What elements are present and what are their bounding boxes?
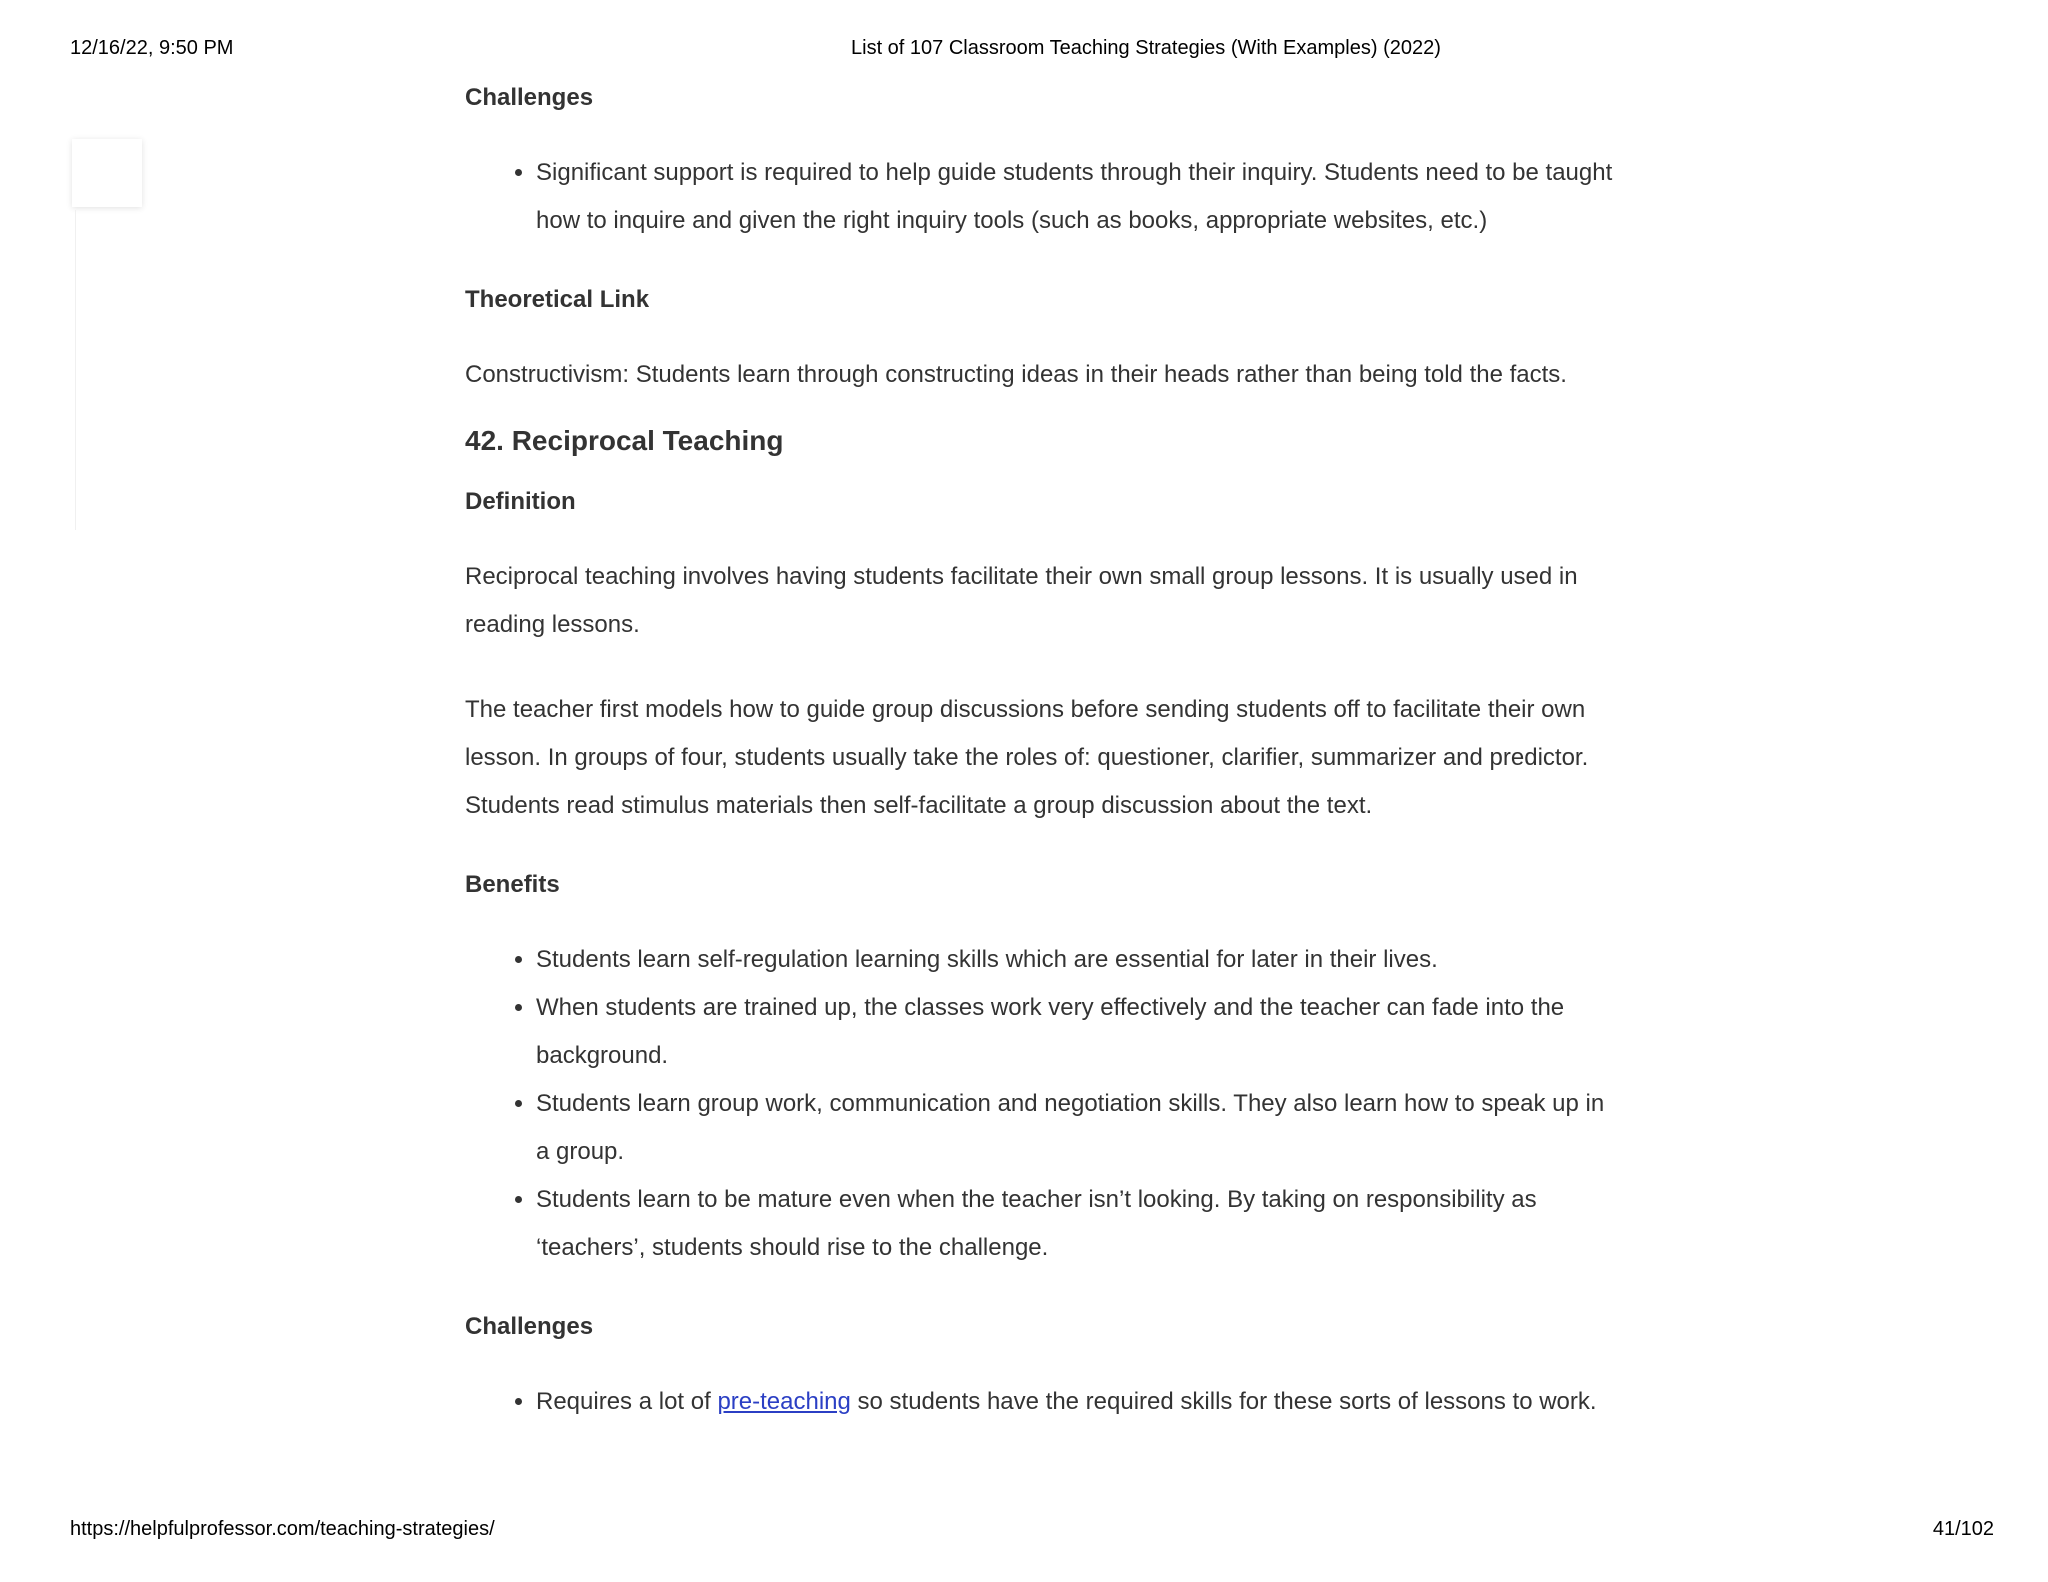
definition-paragraph-1: Reciprocal teaching involves having students facilitate their own small group lessons. It is usually used in reading lessons. (465, 563, 1578, 638)
list-item: • Students learn group work, communication and negotiation skills. They also learn how to speak up in a group. (536, 1080, 1615, 1176)
print-page-number: 41/102 (1932, 1518, 1994, 1540)
list-item: • When students are trained up, the classes work very effectively and the teacher can fade into the background. (536, 984, 1615, 1080)
challenges-heading: Challenges (465, 1313, 594, 1340)
benefits-list (465, 936, 1615, 1272)
challenges-list (465, 1378, 1615, 1426)
challenges-heading: Challenges (465, 84, 594, 111)
list-item: • Significant support is required to help guide students through their inquiry. Students need to be taught how to inquire and given the right inquiry tools (such as books, appropriate websites, etc.) (536, 149, 1615, 245)
theoretical-link-heading: Theoretical Link (465, 286, 650, 313)
sidebar-divider (75, 210, 76, 530)
print-datetime: 12/16/22, 9:50 PM (70, 37, 234, 59)
section-title: 42. Reciprocal Teaching (465, 425, 784, 456)
theoretical-link-text: Constructivism: Students learn through constructing ideas in their heads rather than being told the facts. (465, 361, 1567, 388)
challenges-list (465, 149, 1615, 245)
article-content (465, 80, 1615, 1426)
print-footer (0, 1518, 2048, 1544)
challenge-text-before: Requires a lot of (536, 1388, 718, 1415)
list-item: • Students learn self-regulation learning skills which are essential for later in their lives. (536, 936, 1615, 984)
list-item: • Students learn to be mature even when the teacher isn’t looking. By taking on responsibility as ‘teachers’, students should rise to the challenge. (536, 1176, 1615, 1272)
definition-heading: Definition (465, 488, 576, 515)
share-widget[interactable] (72, 139, 142, 207)
print-url: https://helpfulprofessor.com/teaching-strategies/ (70, 1518, 495, 1540)
list-item (536, 1378, 1615, 1426)
benefits-heading: Benefits (465, 871, 560, 898)
print-page-title: List of 107 Classroom Teaching Strategies (With Examples) (2022) (851, 37, 1441, 59)
definition-paragraph-2: The teacher first models how to guide group discussions before sending students off to facilitate their own lesson. In groups of four, students usually take the roles of: questioner, clarifier, summarizer and predictor. Students read stimulus materials then self-facilitate a group discussion about the text. (465, 696, 1589, 819)
pre-teaching-link[interactable]: pre-teaching (717, 1388, 851, 1415)
print-header (0, 37, 2048, 63)
challenge-text-after: so students have the required skills for these sorts of lessons to work. (850, 1388, 1597, 1415)
